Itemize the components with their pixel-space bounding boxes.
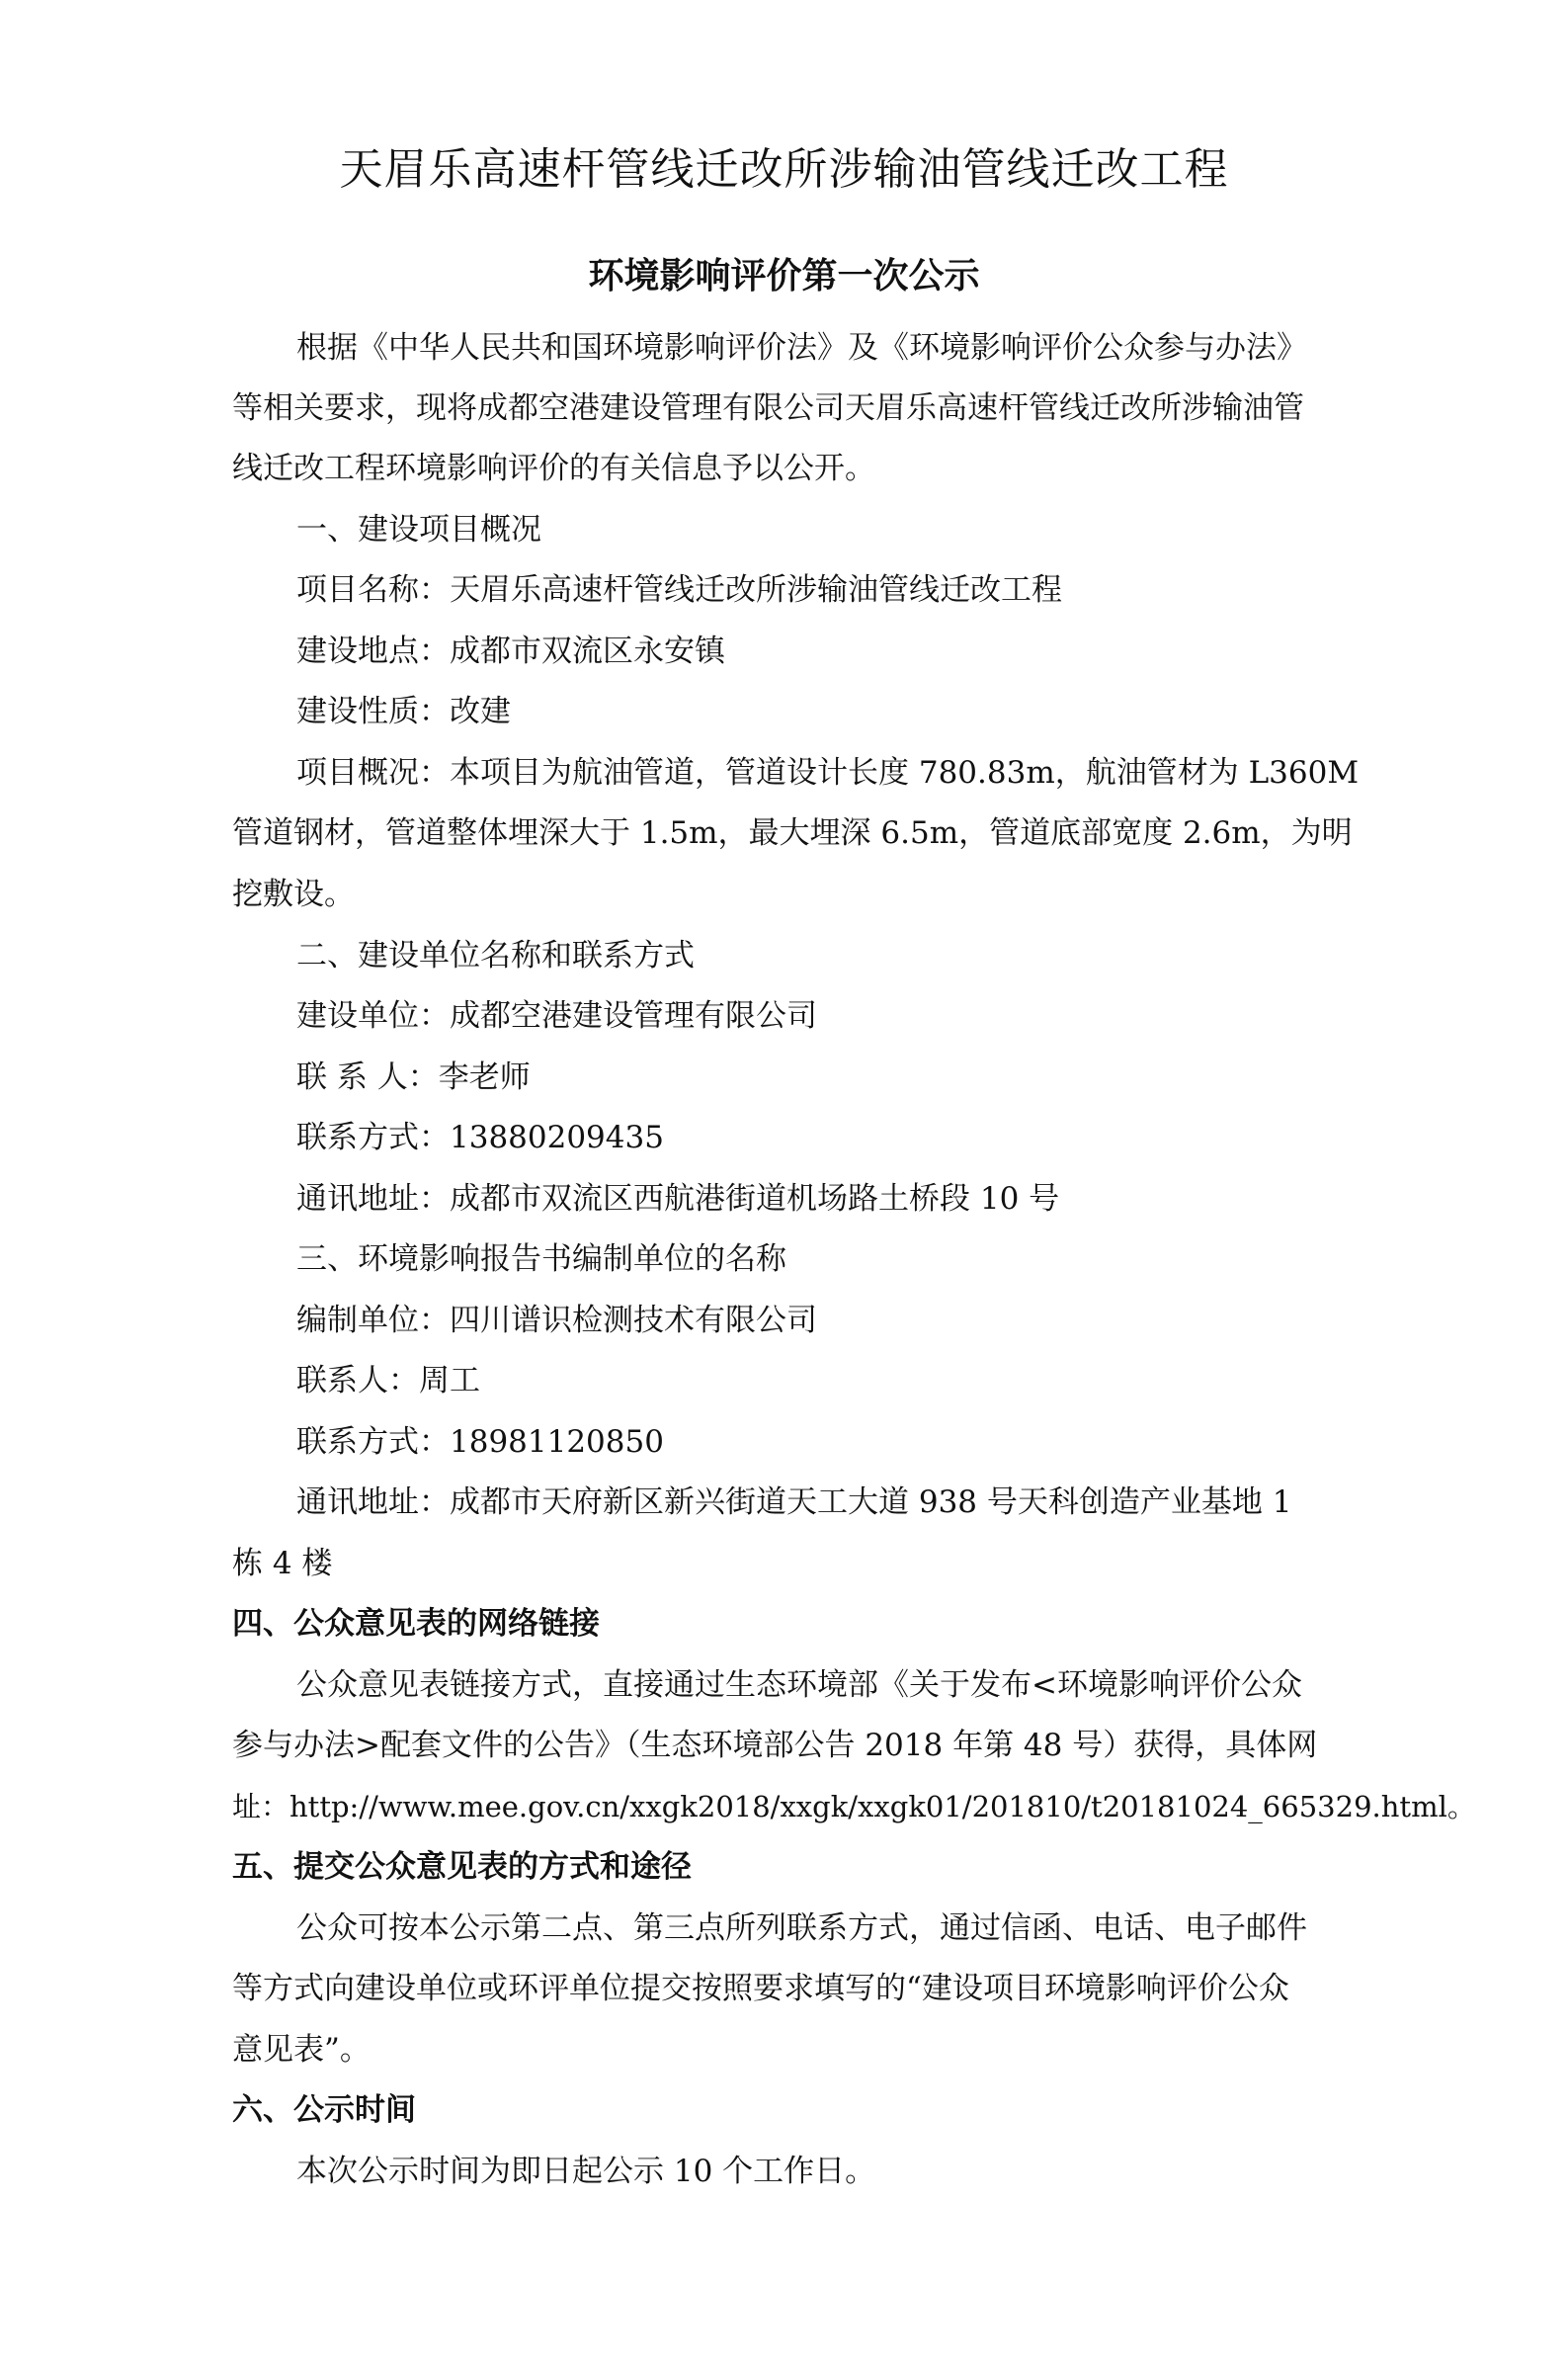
compiler-unit: 编制单位：四川谱识检测技术有限公司 bbox=[296, 1303, 817, 1338]
builder-address: 通讯地址：成都市双流区西航港街道机场路土桥段 10 号 bbox=[296, 1181, 1060, 1217]
intro-line-1: 根据《中华人民共和国环境影响评价法》及《环境影响评价公众参与办法》 bbox=[296, 330, 1307, 366]
builder-unit: 建设单位：成都空港建设管理有限公司 bbox=[296, 998, 817, 1034]
section5-line-3: 意见表”。 bbox=[232, 2032, 371, 2068]
intro-line-2: 等相关要求，现将成都空港建设管理有限公司天眉乐高速杆管线迁改所涉输油管 bbox=[232, 390, 1304, 426]
project-nature: 建设性质：改建 bbox=[296, 694, 511, 729]
builder-contact: 联 系 人：李老师 bbox=[296, 1059, 531, 1095]
compiler-address-line-1: 通讯地址：成都市天府新区新兴街道天工大道 938 号天科创造产业基地 1 bbox=[296, 1484, 1292, 1520]
section4-url-line: 址：http://www.mee.gov.cn/xxgk2018/xxgk/xxgk01/201810/t20181024_665329.html。 bbox=[232, 1790, 1476, 1823]
section5-heading: 五、提交公众意见表的方式和途径 bbox=[232, 1849, 692, 1885]
section2-heading: 二、建设单位名称和联系方式 bbox=[296, 938, 695, 974]
section3-heading: 三、环境影响报告书编制单位的名称 bbox=[296, 1241, 786, 1277]
section5-line-1: 公众可按本公示第二点、第三点所列联系方式，通过信函、电话、电子邮件 bbox=[296, 1910, 1307, 1946]
overview-line-1: 项目概况：本项目为航油管道，管道设计长度 780.83m，航油管材为 L360M bbox=[296, 755, 1360, 791]
compiler-address-line-2: 栋 4 楼 bbox=[232, 1546, 333, 1581]
overview-line-2: 管道钢材，管道整体埋深大于 1.5m，最大埋深 6.5m，管道底部宽度 2.6m，为明 bbox=[232, 815, 1353, 851]
section6-heading: 六、公示时间 bbox=[232, 2092, 416, 2128]
compiler-phone: 联系方式：18981120850 bbox=[296, 1424, 664, 1460]
section1-heading: 一、建设项目概况 bbox=[296, 512, 541, 548]
project-location: 建设地点：成都市双流区永安镇 bbox=[296, 634, 725, 669]
project-name: 项目名称：天眉乐高速杆管线迁改所涉输油管线迁改工程 bbox=[296, 572, 1062, 608]
section4-heading: 四、公众意见表的网络链接 bbox=[232, 1606, 600, 1642]
intro-line-3: 线迁改工程环境影响评价的有关信息予以公开。 bbox=[232, 451, 875, 486]
compiler-contact: 联系人：周工 bbox=[296, 1363, 480, 1398]
section4-line-2: 参与办法>配套文件的公告》（生态环境部公告 2018 年第 48 号）获得，具体网 bbox=[232, 1728, 1318, 1763]
section6-body: 本次公示时间为即日起公示 10 个工作日。 bbox=[296, 2154, 876, 2189]
builder-phone: 联系方式：13880209435 bbox=[296, 1120, 664, 1155]
section4-line-1: 公众意见表链接方式，直接通过生态环境部《关于发布<环境影响评价公众 bbox=[296, 1667, 1302, 1703]
document-subtitle: 环境影响评价第一次公示 bbox=[588, 256, 980, 296]
document-title: 天眉乐高速杆管线迁改所涉输油管线迁改工程 bbox=[339, 144, 1229, 195]
overview-line-3: 挖敷设。 bbox=[232, 877, 355, 912]
section5-line-2: 等方式向建设单位或环评单位提交按照要求填写的“建设项目环境影响评价公众 bbox=[232, 1971, 1289, 2006]
